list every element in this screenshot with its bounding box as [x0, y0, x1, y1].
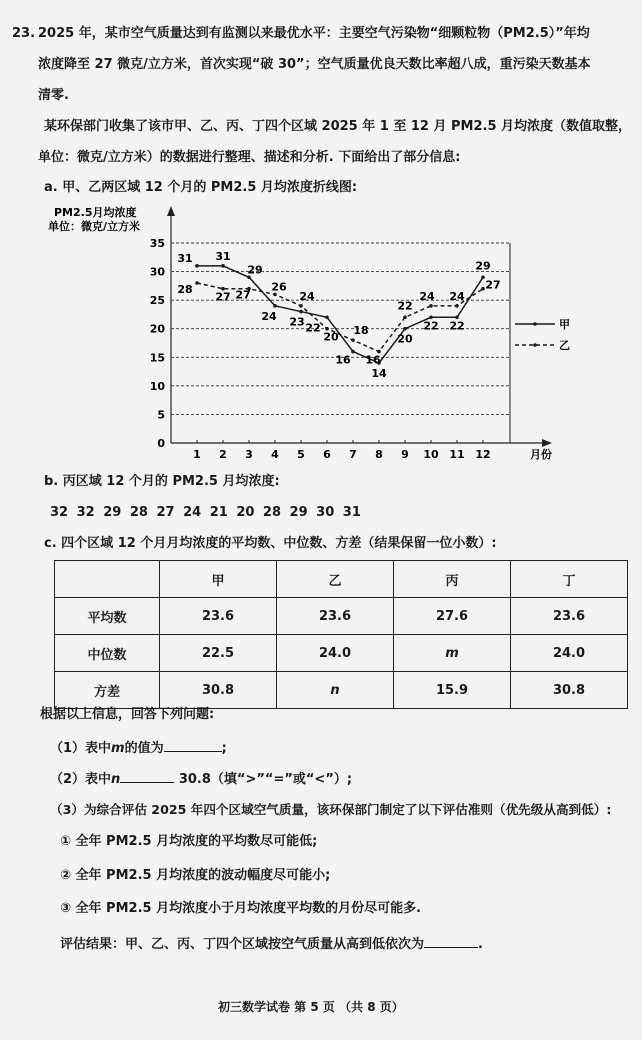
table-cell: 24.0 [511, 635, 628, 672]
data-point [221, 264, 225, 268]
result-prefix: 评估结果：甲、乙、丙、丁四个区域按空气质量从高到低依次为 [60, 937, 425, 952]
data-label: 31 [177, 251, 193, 265]
criterion-1: ① 全年 PM2.5 月均浓度的平均数尽可能低; [60, 834, 318, 849]
part-a-label: a. 甲、乙两区域 12 个月的 PM2.5 月均浓度折线图: [44, 180, 358, 195]
table-cell: 15.9 [394, 672, 511, 709]
line-chart [40, 200, 600, 470]
x-tick-label: 4 [271, 448, 279, 461]
table-cell: 23.6 [511, 598, 628, 635]
data-point [299, 310, 303, 314]
problem-number: 23. [12, 26, 36, 41]
data-point [195, 264, 199, 268]
data-label: 27 [235, 288, 251, 302]
intro-line-1: 2025 年，某市空气质量达到有监测以来最优水平：主要空气污染物“细颗粒物（PM2.5）”年均 [38, 26, 590, 41]
x-tick-label: 1 [193, 448, 201, 461]
data-label: 28 [177, 283, 193, 296]
data-point [325, 315, 329, 319]
data-point [195, 281, 199, 285]
data-point [273, 304, 277, 308]
table-row [55, 672, 628, 709]
q1-answer-blank[interactable] [164, 737, 222, 752]
table-cell: 30.8 [511, 672, 628, 709]
data-label: 29 [475, 259, 491, 273]
table-cell: 22.5 [160, 635, 277, 672]
legend-marker [533, 343, 537, 347]
x-axis-label: 月份 [530, 448, 552, 461]
x-tick-label: 5 [297, 448, 305, 461]
intro-line-2: 浓度降至 27 微克/立方米，首次实现“破 30”；空气质量优良天数比率超八成，重污染天数基本 [38, 57, 591, 72]
data-label: 18 [353, 324, 369, 338]
table-row-label: 平均数 [55, 598, 160, 635]
y-axis-label: PM2.5月均浓度 [54, 206, 137, 219]
data-label: 16 [365, 353, 381, 367]
stats-table [54, 560, 628, 709]
x-tick-label: 12 [475, 448, 491, 461]
x-tick-label: 10 [423, 448, 439, 461]
data-label: 22 [423, 319, 439, 333]
q2-suffix: 30.8（填“>”“=”或“<”）; [178, 772, 353, 787]
x-tick-label: 9 [401, 448, 409, 461]
data-point [403, 315, 407, 319]
part-c-label: c. 四个区域 12 个月月均浓度的平均数、中位数、方差（结果保留一位小数）: [44, 536, 497, 551]
x-tick-label: 3 [245, 448, 253, 461]
data-label: 27 [215, 290, 231, 304]
x-axis-arrow [542, 439, 552, 447]
data-label: 24 [261, 309, 277, 323]
data-label: 14 [371, 367, 387, 380]
x-tick-label: 8 [375, 448, 383, 461]
y-tick-label: 25 [149, 294, 165, 308]
evaluation-result [60, 933, 483, 955]
part-b-label: b. 丙区域 12 个月的 PM2.5 月均浓度: [44, 474, 280, 489]
legend-label: 乙 [559, 339, 570, 352]
table-row [55, 598, 628, 635]
criterion-3: ③ 全年 PM2.5 月均浓度小于月均浓度平均数的月份尽可能多. [60, 901, 422, 916]
series-line-jia [197, 266, 483, 363]
table-header-cell: 丙 [394, 561, 511, 598]
data-point [403, 327, 407, 331]
data-point [351, 338, 355, 342]
y-tick-label: 15 [149, 351, 165, 365]
setup-line-1: 某环保部门收集了该市甲、乙、丙、丁四个区域 2025 年 1 至 12 月 PM2.5 月均浓度（数值取整， [44, 119, 632, 134]
q2-answer-blank[interactable] [120, 768, 174, 783]
data-label: 22 [305, 321, 321, 335]
y-tick-label: 5 [157, 408, 165, 422]
table-cell: 30.8 [160, 672, 277, 709]
data-label: 20 [323, 330, 339, 344]
setup-line-2: 单位：微克/立方米）的数据进行整理、描述和分析. 下面给出了部分信息: [38, 150, 461, 165]
question-1 [50, 737, 227, 759]
y-tick-label: 0 [157, 437, 165, 450]
x-tick-label: 2 [219, 448, 227, 461]
data-label: 26 [271, 280, 287, 294]
x-tick-label: 6 [323, 448, 331, 461]
data-label: 20 [397, 332, 413, 346]
criterion-2: ② 全年 PM2.5 月均浓度的波动幅度尽可能小; [60, 868, 331, 883]
data-point [299, 304, 303, 308]
y-axis-arrow [167, 206, 175, 216]
table-cell: 23.6 [277, 598, 394, 635]
table-cell: 24.0 [277, 635, 394, 672]
question-2 [50, 768, 352, 790]
q1-end: ; [221, 741, 227, 756]
y-tick-label: 20 [149, 322, 165, 336]
legend-marker [533, 322, 537, 326]
y-tick-label: 35 [149, 237, 165, 250]
data-point [429, 304, 433, 308]
x-tick-label: 11 [449, 448, 465, 461]
q1-suffix: 的值为 [124, 741, 164, 756]
questions-lead: 根据以上信息，回答下列问题: [40, 707, 215, 722]
data-label: 24 [299, 289, 315, 303]
y-tick-label: 10 [149, 379, 165, 393]
x-tick-label: 7 [349, 448, 357, 461]
table-header-cell: 丁 [511, 561, 628, 598]
result-answer-blank[interactable] [424, 933, 478, 948]
data-label: 22 [449, 319, 465, 333]
table-cell: 27.6 [394, 598, 511, 635]
data-point [351, 350, 355, 354]
table-cell: 23.6 [160, 598, 277, 635]
data-label: 22 [397, 299, 413, 313]
question-3: （3）为综合评估 2025 年四个区域空气质量，该环保部门制定了以下评估准则（优先级从高到低）: [50, 802, 612, 817]
table-header-row [55, 561, 628, 598]
table-row-label: 中位数 [55, 635, 160, 672]
y-axis-unit-label: 单位：微克/立方米 [48, 220, 141, 233]
table-row-label: 方差 [55, 672, 160, 709]
data-point [455, 304, 459, 308]
q2-prefix: （2）表中 [50, 772, 112, 787]
table-cell: m [394, 635, 511, 672]
y-tick-label: 30 [149, 265, 165, 279]
q1-prefix: （1）表中 [50, 741, 112, 756]
table-header-cell: 甲 [160, 561, 277, 598]
data-label: 31 [215, 249, 231, 263]
q2-var: n [111, 772, 121, 787]
data-label: 27 [485, 278, 501, 292]
legend-label: 甲 [559, 318, 570, 331]
data-point [481, 287, 485, 291]
data-point [481, 275, 485, 279]
data-label: 29 [247, 263, 263, 277]
data-label: 24 [419, 289, 435, 303]
data-label: 23 [289, 315, 305, 329]
bing-values: 32 32 29 28 27 24 21 20 28 29 30 31 [50, 505, 361, 520]
data-label: 16 [335, 353, 351, 367]
page-footer: 初三数学试卷 第 5 页 （共 8 页） [218, 1000, 404, 1014]
table-cell: n [277, 672, 394, 709]
intro-line-3: 清零. [38, 88, 69, 103]
result-end: . [478, 937, 483, 952]
data-label: 24 [449, 289, 465, 303]
table-header-cell: 乙 [277, 561, 394, 598]
q1-var: m [111, 741, 125, 756]
table-row [55, 635, 628, 672]
table-header-cell [55, 561, 160, 598]
